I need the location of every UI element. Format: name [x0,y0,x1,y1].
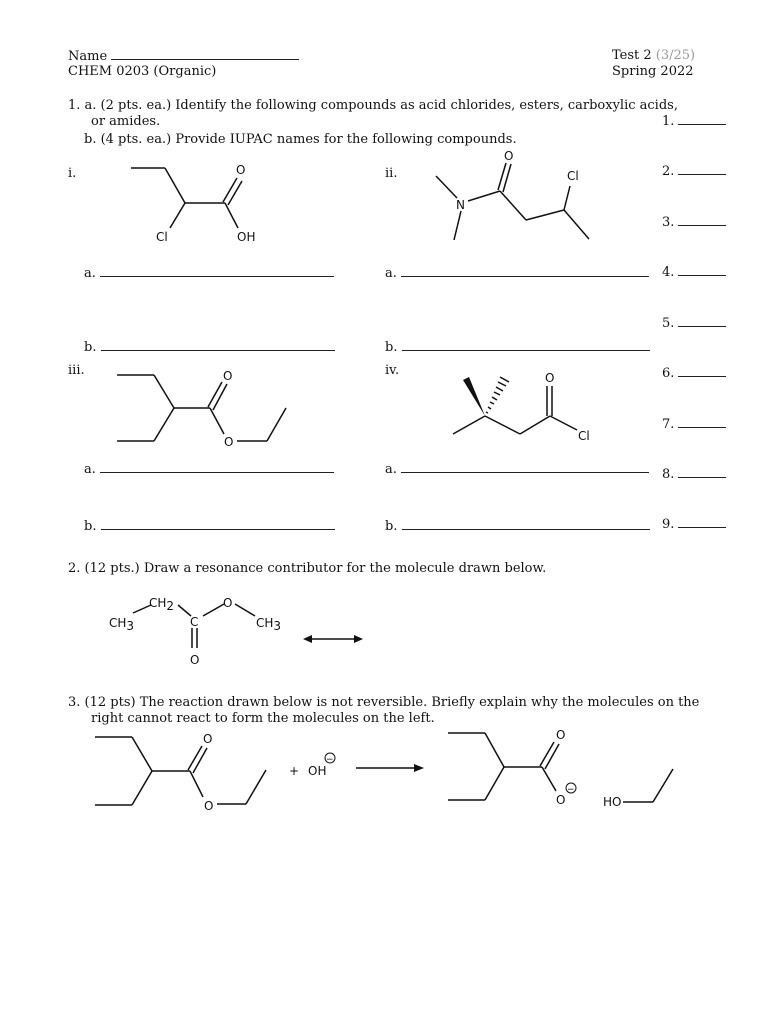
item-iii-b-blank[interactable] [101,518,335,530]
answer-row-8: 8. [662,466,726,482]
item-i-b: b. [84,339,335,355]
atom-o: O [203,732,213,746]
molecule-iv [445,366,605,451]
item-iv-a: a. [385,461,649,477]
item-iv-a-blank[interactable] [401,461,649,473]
plus-sign: + [289,764,300,778]
answer-blank-8[interactable] [678,466,726,478]
test-date: (3/25) [655,48,696,63]
atom-cl: Cl [578,429,590,443]
answer-row-9: 9. [662,516,726,532]
atom-ch3: CH3 [109,616,135,633]
answer-blank-9[interactable] [678,516,726,528]
atom-cl: Cl [156,230,168,244]
item-iv-b-blank[interactable] [402,518,650,530]
answer-blank-5[interactable] [678,315,726,327]
molecule-ii [430,148,600,248]
atom-n: N [456,198,465,212]
atom-oh: OH [237,230,256,244]
q3-line1: 3. (12 pts) The reaction drawn below is not reversible. Briefly explain why the molecules on the [68,695,700,710]
ethanol-ho: HO [603,795,622,809]
q1-line1: 1. a. (2 pts. ea.) Identify the following compounds as acid chlorides, esters, carboxylic acids, [68,98,678,113]
molecule-iii [112,366,292,451]
q2-text: 2. (12 pts.) Draw a resonance contributor for the molecule drawn below. [68,561,547,576]
atom-cl: Cl [567,169,579,183]
q3-line2: right cannot react to form the molecules on the left. [91,711,435,726]
item-i-a-blank[interactable] [100,265,334,277]
q1-line3: b. (4 pts. ea.) Provide IUPAC names for the following compounds. [84,132,517,147]
name-blank[interactable] [111,48,299,60]
item-i-b-blank[interactable] [101,339,335,351]
answer-blank-3[interactable] [678,214,726,226]
atom-ch2: CH2 [149,596,175,613]
wedge-bond [463,377,485,416]
answer-row-4: 4. [662,264,726,280]
answer-blank-2[interactable] [678,163,726,175]
item-iv-label: iv. [385,363,400,378]
charge-sign: − [567,785,575,795]
atom-o: O [204,799,214,813]
answer-row-3: 3. [662,214,726,230]
hash-bond [486,377,509,413]
name-label: Name [68,48,299,64]
item-iii-b: b. [84,518,335,534]
hydroxide: OH [308,764,327,778]
atom-c: C [190,615,199,629]
resonance-arrow [303,635,363,643]
answer-blank-7[interactable] [678,416,726,428]
item-iii-label: iii. [68,363,85,378]
atom-o: O [223,369,233,383]
answer-row-7: 7. [662,416,726,432]
answer-row-1: 1. [662,113,726,129]
atom-o: O [556,728,566,742]
item-iii-a: a. [84,461,334,477]
atom-o: O [190,653,200,667]
answer-blank-6[interactable] [678,365,726,377]
atom-o: O [545,371,555,385]
q1-line2: or amides. [91,114,161,129]
item-ii-a-blank[interactable] [401,265,649,277]
item-iv-b: b. [385,518,650,534]
atom-o: O [556,793,566,807]
reaction-scheme [90,725,690,820]
atom-o: O [224,435,234,449]
atom-ch3: CH3 [256,616,282,633]
atom-o: O [504,149,514,163]
answer-blank-1[interactable] [678,113,726,125]
item-iii-a-blank[interactable] [100,461,334,473]
item-i-a: a. [84,265,334,281]
item-ii-a: a. [385,265,649,281]
item-ii-b-blank[interactable] [402,339,650,351]
answer-row-6: 6. [662,365,726,381]
atom-o: O [223,596,233,610]
answer-row-5: 5. [662,315,726,331]
answer-blank-4[interactable] [678,264,726,276]
course-label: CHEM 0203 (Organic) [68,64,217,79]
item-ii-b: b. [385,339,650,355]
molecule-i [120,158,280,248]
molecule-q2 [105,592,375,672]
item-ii-label: ii. [385,166,398,181]
test-label: Test 2 (3/25) [612,48,696,63]
reaction-arrow [356,764,424,772]
answer-row-2: 2. [662,163,726,179]
atom-o: O [236,163,246,177]
term-label: Spring 2022 [612,64,694,79]
item-i-label: i. [68,166,77,181]
charge-sign: − [326,755,334,765]
